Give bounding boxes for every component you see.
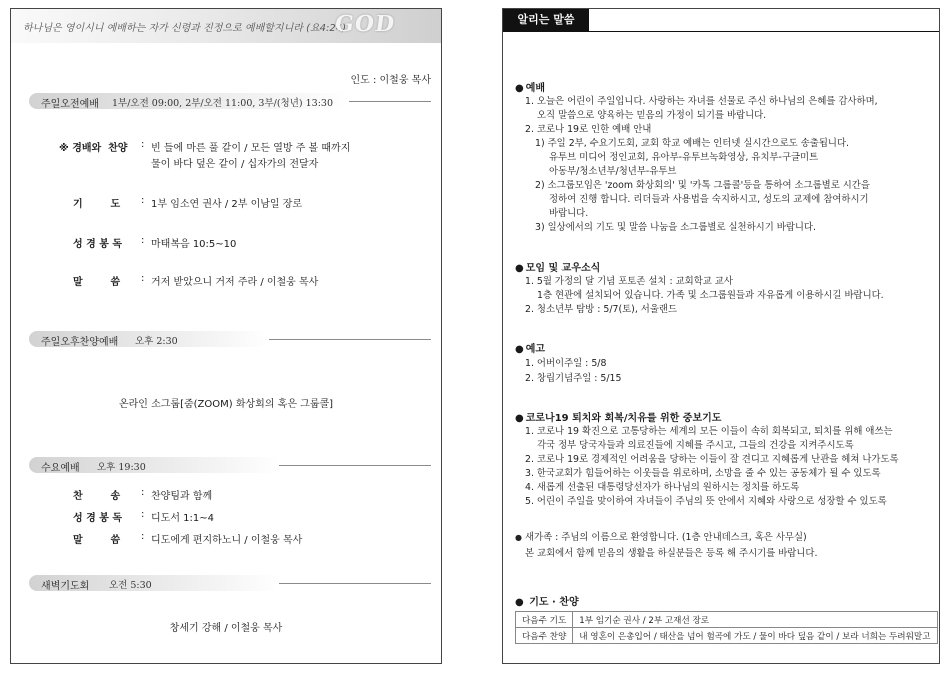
covid-line: 2. 코로나 19로 경제적인 어려움을 당하는 이들이 잘 견디고 지혜롭게 난관을 헤쳐 나가도록 (525, 454, 899, 465)
bullet-icon: ● (515, 83, 524, 94)
worship-line: 오직 말씀으로 양육하는 믿음의 가정이 되기를 바랍니다. (537, 110, 767, 121)
colon: : (141, 487, 145, 498)
section-title-afternoon: 주일오후찬양예배 (41, 337, 119, 348)
heading-prayer (515, 593, 579, 608)
newcomer-heading-text: 새가족 : 주님의 이름으로 환영합니다. (1층 안내데스크, 혹은 사무실) (524, 532, 807, 543)
covid-line: 각국 정부 당국자들과 의료진들에 지혜를 주시고, 그들의 건강을 지켜주시도록 (537, 440, 854, 451)
meetings-line: 2. 청소년부 탐방 : 5/7(토), 서울랜드 (525, 304, 678, 315)
prayer-table (515, 611, 938, 644)
label-scripture: 성 경 봉 독 (73, 239, 123, 250)
value-praise: 빈 들에 마른 풀 같이 / 모든 열방 주 볼 때까지 (151, 143, 351, 154)
section-time-morning: 1부/오전 09:00, 2부/오전 11:00, 3부/(청년) 13:30 (112, 98, 334, 109)
heading-prayer-text: 기도 · 찬양 (529, 597, 579, 608)
label-sermon-wed: 말 씀 (73, 535, 121, 546)
afternoon-note: 온라인 소그룹[줌(ZOOM) 화상회의 혹은 그룹콜] (118, 399, 334, 410)
heading-covid-text: 코로나19 퇴치와 회복/치유를 위한 중보기도 (525, 413, 722, 424)
header-banner (11, 9, 441, 43)
covid-line: 1. 코로나 19 확진으로 고통당하는 세계의 모든 이들이 속히 회복되고, 퇴치를 위해 애쓰는 (525, 426, 893, 437)
value-sermon-wed: 디도에게 편지하노니 / 이철웅 목사 (151, 535, 303, 546)
section-title-dawn: 새벽기도회 (41, 581, 90, 592)
notice-line: 2. 창립기념주일 : 5/15 (525, 373, 622, 384)
label-scripture-wed: 성 경 봉 독 (73, 513, 123, 524)
table-cell-key: 다음주 기도 (516, 612, 573, 628)
worship-line: 2. 코로나 19로 인한 예배 안내 (525, 124, 652, 135)
value-praise-2: 물이 바다 덮은 같이 / 십자가의 전달자 (151, 159, 319, 170)
value-hymn: 찬양팀과 함께 (151, 491, 213, 502)
announcements-page (502, 8, 940, 664)
section-time-wednesday: 오후 19:30 (97, 462, 146, 473)
announcements-title: 알리는 말씀 (503, 9, 589, 31)
value-scripture: 마태복음 10:5~10 (151, 239, 237, 250)
bullet-icon: ● (515, 344, 524, 355)
section-time-afternoon: 오후 2:30 (135, 336, 178, 347)
label-hymn: 찬 송 (73, 491, 121, 502)
worship-line: 바랍니다. (549, 208, 589, 219)
newcomer-line: 본 교회에서 함께 믿음의 생활을 하실분들은 등록 해 주시기를 바랍니다. (525, 548, 818, 559)
title-rule (503, 31, 939, 32)
god-logo: GOD (333, 11, 397, 37)
covid-line: 4. 새롭게 선출된 대통령당선자가 하나님의 원하시는 정치를 하도록 (525, 482, 800, 493)
heading-worship-text: 예배 (525, 83, 546, 94)
bullet-icon: ● (515, 413, 524, 424)
colon: : (141, 531, 145, 542)
worship-line: 2) 소그룹모임은 'zoom 화상회의' 및 '카톡 그룹콜'등을 통하여 소그룹별로 시간을 (535, 180, 870, 191)
heading-meetings (515, 259, 600, 274)
value-sermon: 거저 받았으니 거저 주라 / 이철웅 목사 (151, 277, 319, 288)
newcomer-heading (515, 529, 807, 543)
heading-notice-text: 예고 (525, 344, 546, 355)
heading-worship (515, 79, 545, 94)
worship-line: 1. 오늘은 어린이 주일입니다. 사랑하는 자녀를 선물로 주신 하나님의 은혜를 감사하며, (525, 96, 878, 107)
colon: : (141, 195, 145, 206)
colon: : (141, 235, 145, 246)
label-praise: ※ 경배와 찬양 (59, 143, 128, 154)
label-sermon: 말 씀 (73, 277, 121, 288)
worship-line: 정하여 진행 합니다. 리더들과 사용법을 숙지하시고, 성도의 교제에 참여하시기 (549, 194, 869, 205)
table-row (516, 612, 938, 628)
heading-covid (515, 409, 721, 424)
meetings-line: 1. 5월 가정의 달 기념 포토존 설치 : 교회학교 교사 (525, 276, 733, 287)
section-title-wednesday: 수요예배 (41, 463, 80, 474)
worship-line: 1) 주일 2부, 수요기도회, 교회 학교 예배는 인터넷 실시간으로도 송출됩니다. (535, 138, 849, 149)
covid-line: 5. 어린이 주일을 맞이하여 자녀들이 주님의 뜻 안에서 지혜와 사랑으로 성장할 수 있도록 (525, 496, 887, 507)
worship-order-page (10, 8, 442, 664)
bullet-icon: ● (515, 263, 524, 274)
banner-verse: 하나님은 영이시니 예배하는 자가 신령과 진정으로 예배할지니라 (요4:24) (23, 23, 346, 34)
section-rule (279, 583, 431, 584)
heading-meetings-text: 모임 및 교우소식 (525, 263, 601, 274)
table-cell-key: 다음주 찬양 (516, 628, 573, 644)
section-rule (269, 339, 431, 340)
value-prayer: 1부 임소연 권사 / 2부 이남일 장로 (151, 199, 303, 210)
section-title-morning: 주일오전예배 (41, 99, 99, 110)
colon: : (141, 139, 145, 150)
value-scripture-wed: 디도서 1:1~4 (151, 513, 214, 524)
meetings-line: 1층 현관에 설치되어 있습니다. 가족 및 소그룹원들과 자유롭게 이용하시길 바랍니다. (537, 290, 884, 301)
bullet-icon: ● (515, 533, 522, 542)
worship-line: 유투브 미디어 정인교회, 유아부-유투브녹화영상, 유치부-구글미트 (549, 152, 819, 163)
table-cell-value: 1부 임기순 권사 / 2부 고재선 장로 (573, 612, 937, 628)
worship-line: 3) 일상에서의 기도 및 말씀 나눔을 소그룹별로 실천하시기 바랍니다. (535, 222, 816, 233)
dawn-note: 창세기 강해 / 이철웅 목사 (169, 623, 283, 634)
colon: : (141, 509, 145, 520)
bullet-icon: ● (515, 597, 524, 608)
notice-line: 1. 어버이주일 : 5/8 (525, 358, 607, 369)
section-time-dawn: 오전 5:30 (109, 580, 152, 591)
section-rule (279, 465, 431, 466)
worship-leader: 인도 : 이철웅 목사 (350, 75, 431, 86)
table-row (516, 628, 938, 644)
worship-line: 아동부/청소년부/청년부-유투브 (549, 166, 677, 177)
table-cell-value: 내 영혼이 은총입어 / 태산을 넘어 험곡에 가도 / 물이 바다 덮음 같이 / 보라 너희는 두려워말고 (573, 628, 937, 644)
heading-notice (515, 340, 545, 355)
colon: : (141, 273, 145, 284)
section-rule (349, 101, 431, 102)
label-prayer: 기 도 (73, 199, 121, 210)
covid-line: 3. 한국교회가 힘들어하는 이웃들을 위로하며, 소망을 줄 수 있는 공동체가 될 수 있도록 (525, 468, 881, 479)
